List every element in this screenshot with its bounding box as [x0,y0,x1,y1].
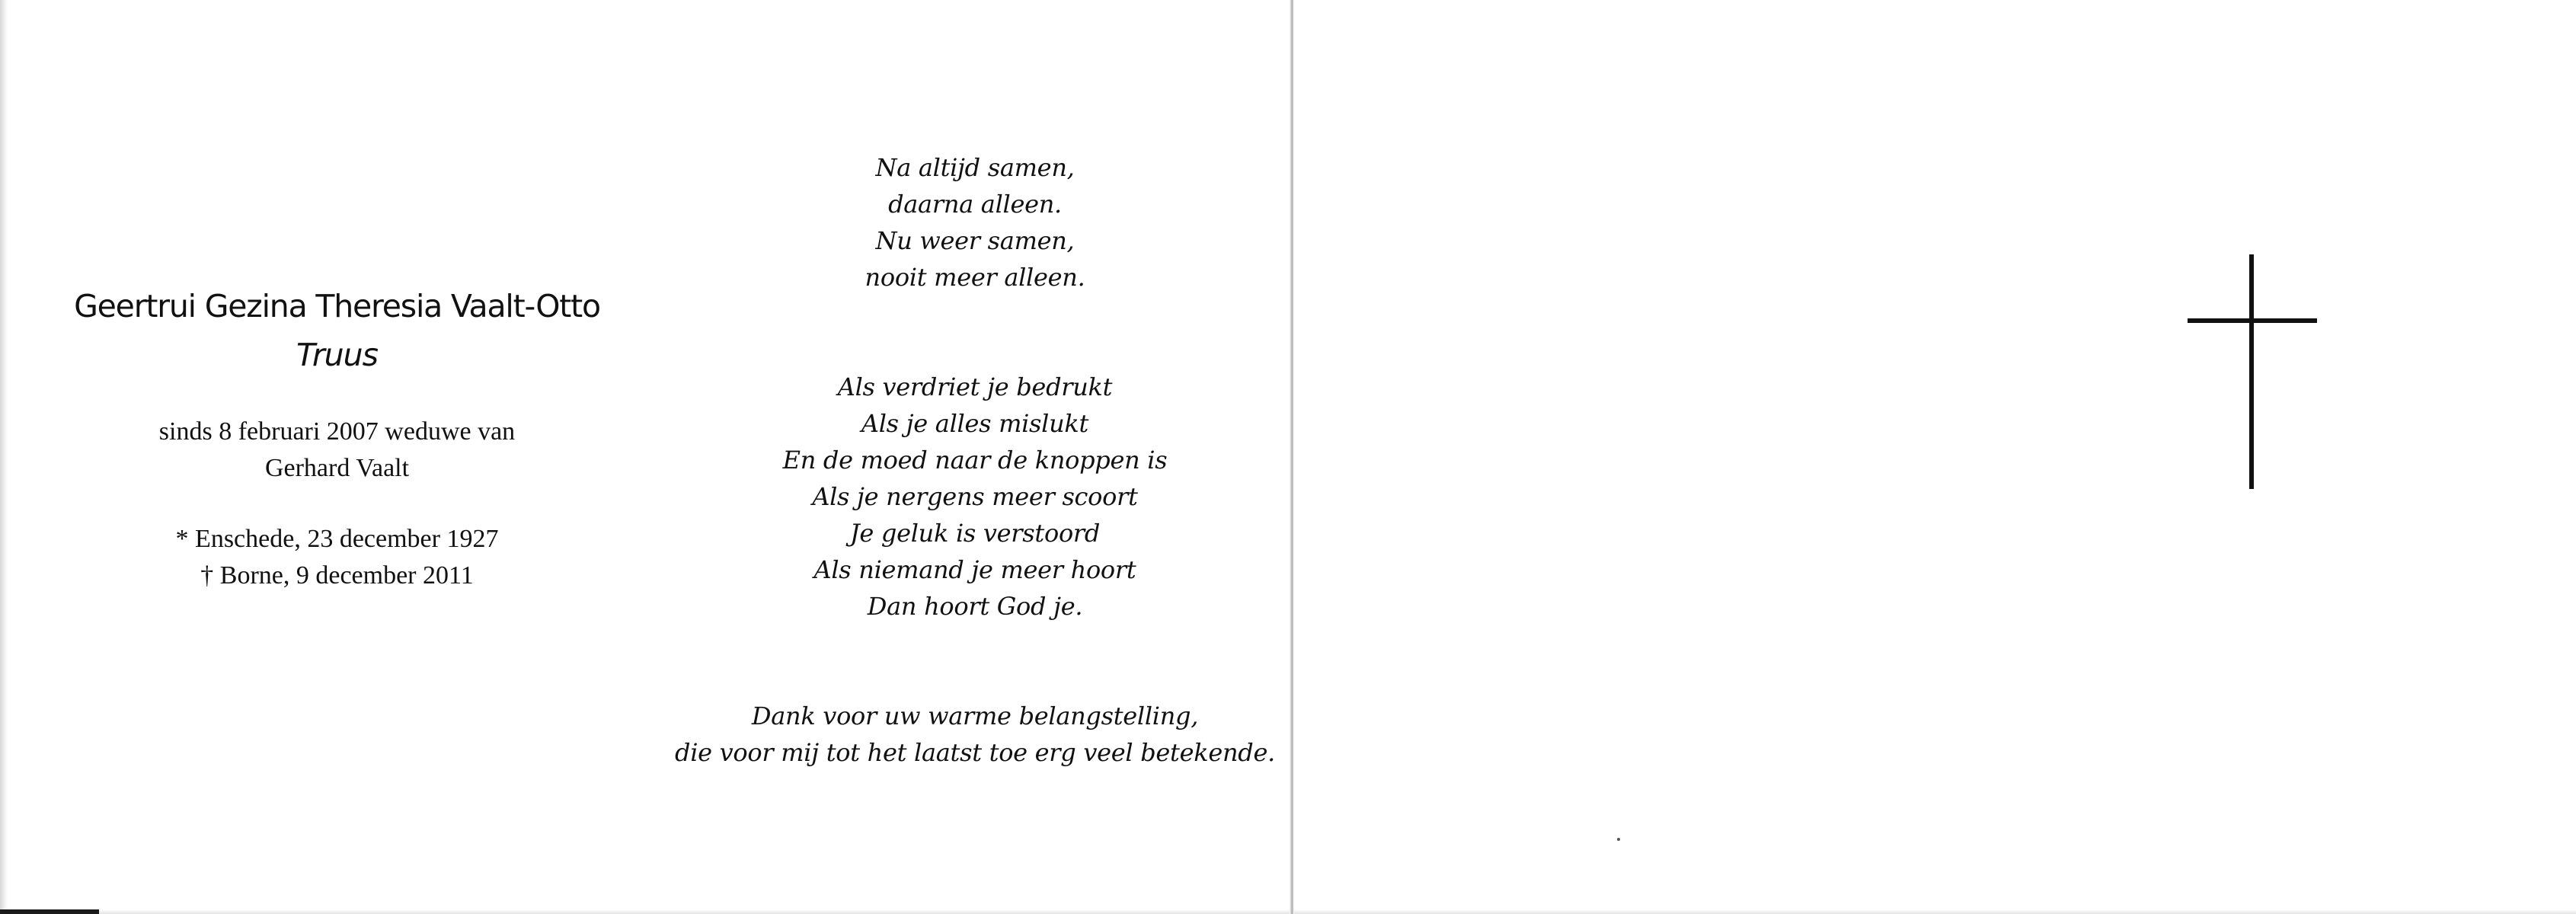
scan-edge-bottom [0,909,2576,914]
verse-line: Als verdriet je bedrukt [837,372,1113,401]
verse-line: daarna alleen. [888,190,1062,219]
verse-line: Na altijd samen, [875,153,1075,182]
death-line: † Borne, 9 december 2011 [200,561,474,590]
spouse-name: Gerhard Vaalt [264,454,410,482]
verse-line: En de moed naar de knoppen is [782,446,1168,475]
verse-line: Als niemand je meer hoort [813,555,1136,584]
verse-line: nooit meer alleen. [865,263,1085,292]
thanks-line: die voor mij tot het laatst toe erg veel betekende. [675,738,1275,767]
scan-shadow [0,909,99,914]
scan-edge-left [0,0,8,914]
verse-line: Als je nergens meer scoort [812,482,1138,511]
card-fold [1290,0,1294,914]
scan-speck [1617,838,1620,841]
widow-line: sinds 8 februari 2007 weduwe van [158,417,516,446]
thanks-line: Dank voor uw warme belangstelling, [751,701,1199,730]
thanks-message [670,698,1280,771]
deceased-full-name: Geertrui Gezina Theresia Vaalt-Otto [74,288,600,324]
verse-line: Nu weer samen, [875,226,1075,255]
verse-god-hears [670,369,1280,625]
verse-line: Je geluk is verstoord [849,519,1101,548]
deceased-nickname: Truus [296,337,379,373]
birth-line: * Enschede, 23 december 1927 [175,525,499,553]
cross-icon [2188,254,2317,489]
verse-line: Dan hoort God je. [867,592,1083,621]
name-block [46,282,628,379]
life-details [46,414,628,594]
verse-together [670,149,1280,296]
verse-line: Als je alles mislukt [861,409,1089,438]
